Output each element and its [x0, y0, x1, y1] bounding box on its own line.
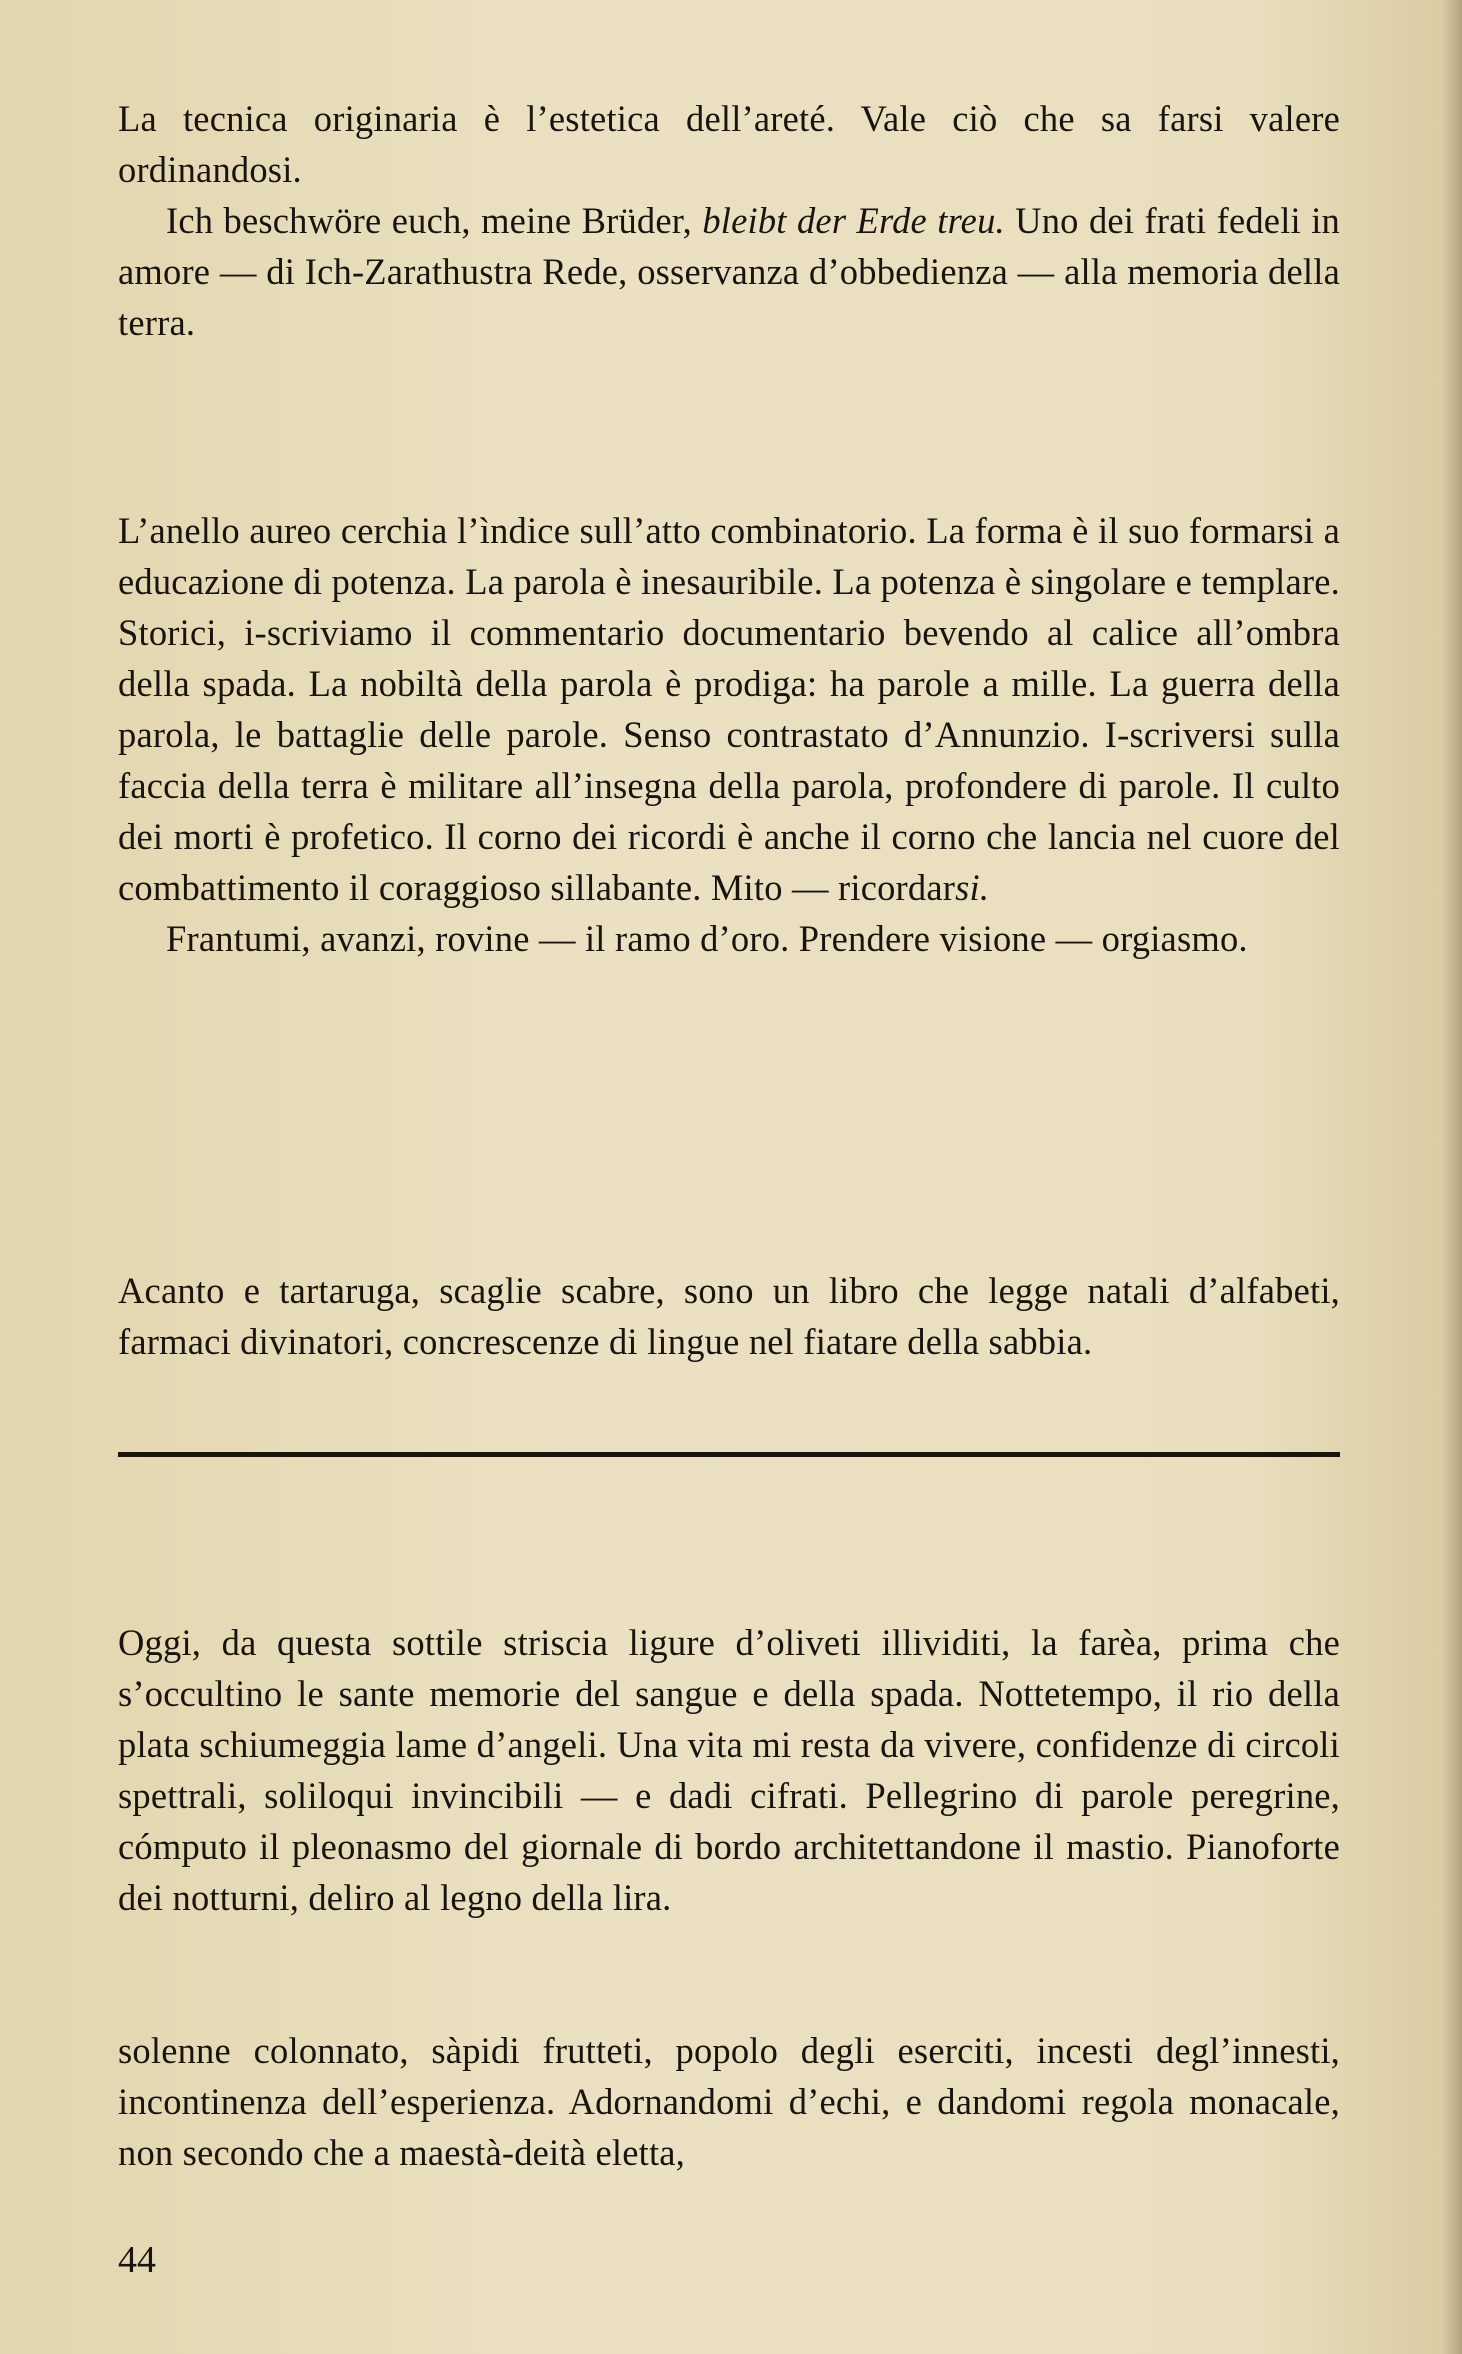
text-section-colonnato	[118, 2025, 1340, 2178]
text-section-zarathustra	[118, 93, 1340, 348]
paragraph-anello-text: L’anello aureo cerchia l’ìndice sull’atto combinatorio. La forma è il suo formarsi a educazione di potenza. La parola è inesauribile. La potenza è singolare e templare. Storici, i-scriviamo il commentario documentario bevendo al calice all’ombra della spada. La nobiltà della parola è prodiga: ha parole a mille. La guerra della parola, le battaglie delle parole. Senso contrastato d’Annunzio. I-scriversi sulla faccia della terra è militare all’insegna della parola, profondere di parole. Il culto dei morti è profetico. Il corno dei ricordi è anche il corno che lancia nel cuore del combattimento il coraggioso sillabante. Mito — ricordar	[118, 510, 1340, 908]
paragraph-frantumi: Frantumi, avanzi, rovine — il ramo d’oro. Prendere visione — orgiasmo.	[166, 918, 1248, 959]
paragraph-colonnato: solenne colonnato, sàpidi frutteti, popolo degli eserciti, incesti degl’innesti, incontinenza dell’esperienza. Adornandomi d’echi, e dandomi regola monacale, non secondo che a maestà-deità eletta,	[118, 2030, 1340, 2173]
paragraph-anello	[118, 505, 1340, 913]
section-divider-rule	[118, 1452, 1340, 1457]
text-section-acanto	[118, 1265, 1340, 1367]
paragraph-acanto: Acanto e tartaruga, scaglie scabre, sono un libro che legge natali d’alfabeti, farmaci divinatori, concrescenze di lingue nel fiatare della sabbia.	[118, 1270, 1340, 1362]
paragraph-oggi: Oggi, da questa sottile striscia ligure d’oliveti illividiti, la farèa, prima che s’occultino le sante memorie del sangue e della spada. Nottetempo, il rio della plata schiumeggia lame d’angeli. Una vita mi resta da vivere, confidenze di circoli spettrali, soliloqui invincibili — e dadi cifrati. Pellegrino di parole peregrine, cómputo il pleonasmo del giornale di bordo architettandone il mastio. Pianoforte dei notturni, deliro al legno della lira.	[118, 1622, 1340, 1918]
paragraph-anello-italic: si.	[955, 867, 990, 908]
paragraph-zarathustra-italic: bleibt der Erde treu.	[702, 200, 1005, 241]
text-section-oggi	[118, 1617, 1340, 1923]
paragraph-estetica: La tecnica originaria è l’estetica dell’areté. Vale ciò che sa farsi valere ordinandosi.	[118, 98, 1340, 190]
paragraph-zarathustra-text-b: Uno dei frati fedeli in amore — di Ich-Zarathustra Rede, osservanza d’obbedienza — alla memoria della terra.	[118, 200, 1340, 343]
text-section-anello	[118, 505, 1340, 964]
page-edge-shadow	[1442, 0, 1462, 2354]
page-number: 44	[118, 2239, 156, 2281]
paragraph-zarathustra-text-a: Ich beschwöre euch, meine Brüder,	[166, 200, 703, 241]
paragraph-zarathustra	[118, 195, 1340, 348]
